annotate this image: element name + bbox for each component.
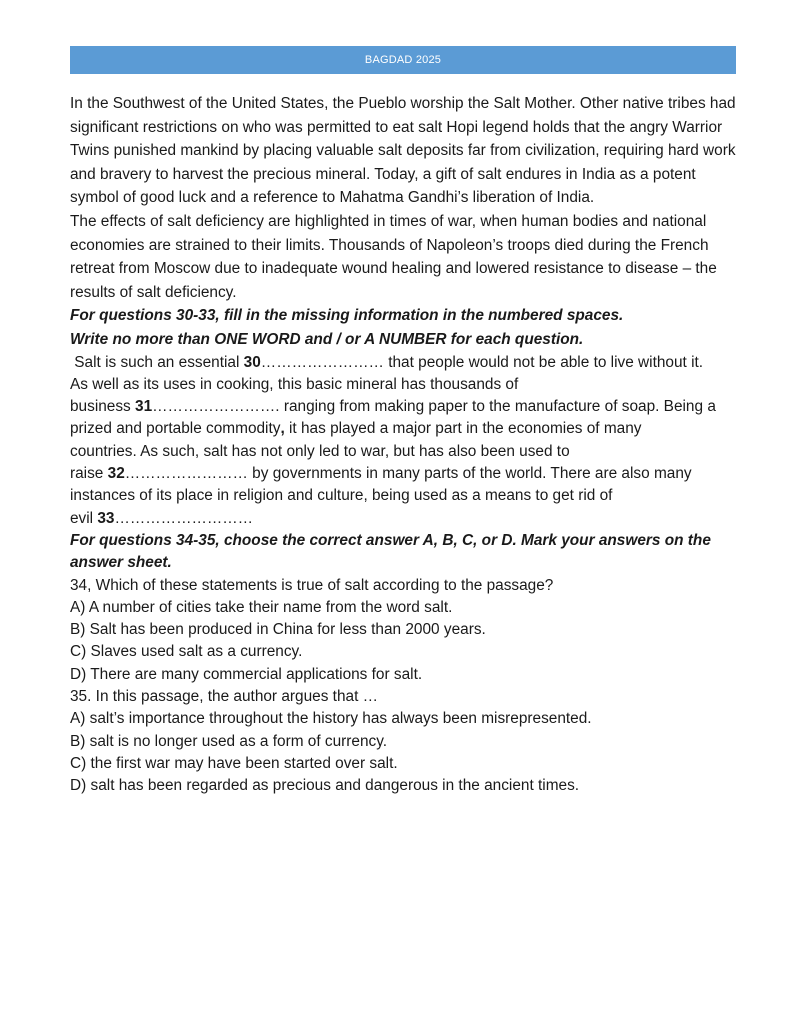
- instruction-line: answer sheet.: [70, 554, 172, 572]
- gap-fill-text: [70, 352, 736, 530]
- text-run: prized and portable commodity: [70, 420, 281, 438]
- gap-blank-32: …………………… by governments in many parts of the world. There are also many: [124, 465, 692, 483]
- gap-line: [70, 396, 736, 418]
- question-35: [70, 686, 736, 797]
- instructions-34-35: [70, 530, 736, 575]
- gap-line: [70, 463, 736, 485]
- answer-option-a: A) A number of cities take their name from the word salt.: [70, 598, 453, 616]
- question-number-32: 32: [107, 465, 125, 483]
- text-run: evil: [70, 509, 98, 527]
- question-stem: 34, Which of these statements is true of salt according to the passage?: [70, 576, 554, 594]
- gap-line: As well as its uses in cooking, this basic mineral has thousands of: [70, 375, 519, 393]
- answer-option-c: C) Slaves used salt as a currency.: [70, 643, 303, 661]
- instruction-line: For questions 34-35, choose the correct answer A, B, C, or D. Mark your answers on the: [70, 531, 711, 549]
- gap-line: [70, 508, 736, 530]
- text-run: it has played a major part in the economies of many: [284, 420, 642, 438]
- question-number-30: 30: [243, 353, 261, 371]
- passage-paragraph-1: In the Southwest of the United States, the Pueblo worship the Salt Mother. Other native tribes had significant restrictions on who was permitted to eat salt Hopi legend holds that the angry Warrior Twins punished mankind by placing valuable salt deposits far from civilization, requiring hard work and bravery to harvest the precious mineral. Today, a gift of salt endures in India as a potent symbol of good luck and a reference to Mahatma Gandhi’s liberation of India.: [70, 95, 736, 207]
- text-run: business: [70, 398, 136, 416]
- text-run: Salt is such an essential: [70, 353, 244, 371]
- question-stem: 35. In this passage, the author argues that …: [70, 687, 379, 705]
- question-number-33: 33: [97, 509, 115, 527]
- answer-option-c: C) the first war may have been started over salt.: [70, 754, 398, 772]
- gap-line: instances of its place in religion and culture, being used as a means to get rid of: [70, 487, 613, 505]
- answer-option-b: B) Salt has been produced in China for less than 2000 years.: [70, 621, 486, 639]
- answer-option-b: B) salt is no longer used as a form of currency.: [70, 732, 388, 750]
- page-content: [70, 92, 736, 797]
- answer-option-a: A) salt’s importance throughout the history has always been misrepresented.: [70, 710, 592, 728]
- passage-paragraph-2: The effects of salt deficiency are highlighted in times of war, when human bodies and national economies are strained to their limits. Thousands of Napoleon’s troops died during the French retreat from Moscow due to inadequate wound healing and lowered resistance to disease – the results of salt deficiency.: [70, 212, 717, 301]
- bold-comma: ,: [280, 420, 285, 438]
- gap-blank-33: ………………………: [114, 509, 254, 527]
- page-header: [70, 46, 736, 74]
- gap-line: countries. As such, salt has not only led to war, but has also been used to: [70, 442, 570, 460]
- text-run: raise: [70, 465, 108, 483]
- instruction-line: Write no more than ONE WORD and / or A NUMBER for each question.: [70, 330, 584, 348]
- question-34: [70, 575, 736, 686]
- question-number-31: 31: [135, 398, 153, 416]
- answer-option-d: D) salt has been regarded as precious and dangerous in the ancient times.: [70, 777, 580, 795]
- gap-blank-30: …………………… that people would not be able to live without it.: [260, 353, 704, 371]
- gap-line: [70, 418, 736, 440]
- answer-option-d: D) There are many commercial applications for salt.: [70, 665, 423, 683]
- gap-line: [70, 352, 736, 374]
- instruction-line: For questions 30-33, fill in the missing information in the numbered spaces.: [70, 307, 624, 325]
- header-title: BAGDAD 2025: [364, 54, 442, 66]
- gap-blank-31: ……………………. ranging from making paper to the manufacture of soap. Being a: [152, 398, 716, 416]
- instructions-30-33: [70, 304, 736, 351]
